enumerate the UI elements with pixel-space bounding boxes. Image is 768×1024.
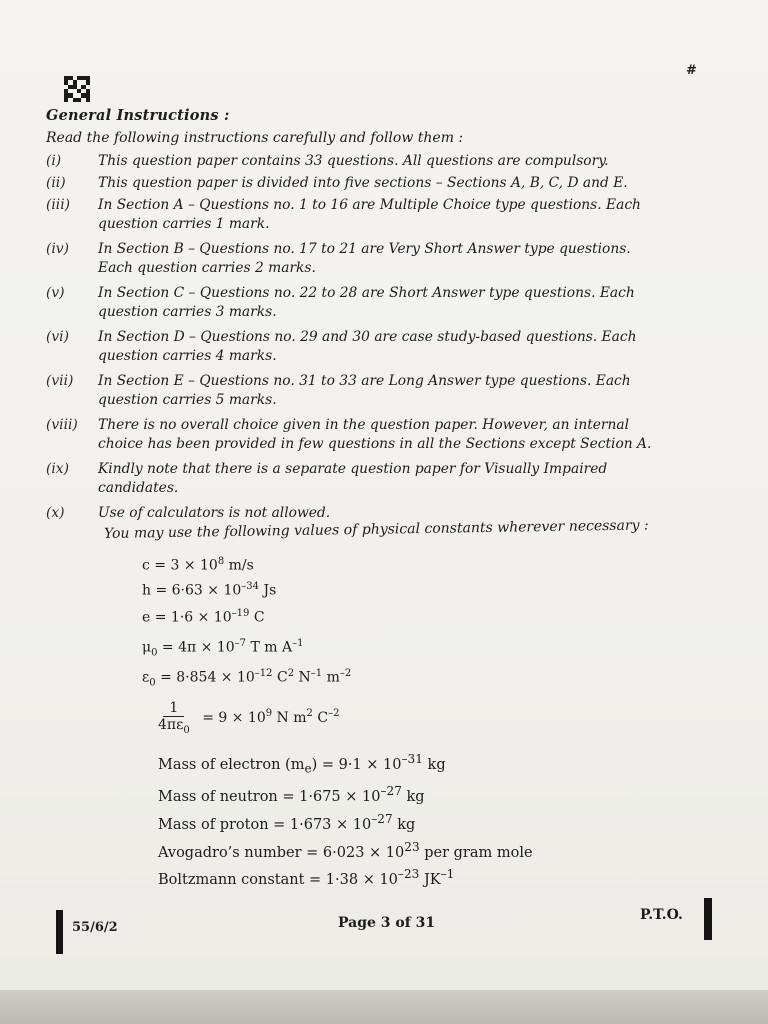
instruction-line: There is no overall choice given in the question paper. However, an internal bbox=[98, 417, 630, 433]
constant-coulomb: $\frac{1}{4\pi\varepsilon_0}$ = $9 \times 10^9$ N $m^2$ $C^{-2}$ bbox=[158, 700, 340, 736]
qr-code-icon bbox=[64, 76, 90, 102]
instruction-text bbox=[98, 460, 708, 498]
instruction-number: (v) bbox=[46, 285, 65, 301]
instruction-item bbox=[46, 460, 708, 498]
instruction-text bbox=[98, 416, 708, 454]
instruction-number: (i) bbox=[46, 153, 62, 169]
constant-eps0: $\varepsilon_0 = 8\cdot 854 \times 10^{-12}$ $C^2$ $N^{-1}$ $m^{-2}$ bbox=[142, 668, 352, 689]
instructions-intro: Read the following instructions carefully and follow them : bbox=[46, 130, 464, 146]
instruction-line: question carries 3 marks. bbox=[98, 304, 277, 320]
instruction-number: (ii) bbox=[46, 175, 66, 191]
coulomb-fraction: $\frac{1}{4\pi\varepsilon_0}$ bbox=[158, 700, 190, 736]
instruction-line: question carries 1 mark. bbox=[98, 216, 270, 232]
instruction-item bbox=[46, 240, 708, 278]
instruction-number: (vi) bbox=[46, 329, 69, 345]
instruction-number: (x) bbox=[46, 505, 65, 521]
instruction-line: Use of calculators is not allowed. bbox=[98, 505, 331, 521]
constants-intro: You may use the following values of physical constants wherever necessary : bbox=[103, 517, 649, 542]
constant-h: $h = 6\cdot 63 \times 10^{-34}$ Js bbox=[142, 581, 277, 599]
instruction-item bbox=[46, 174, 708, 193]
boltzmann-constant: Boltzmann constant = $1\cdot 38 \times 10^{-23}$ $JK^{-1}$ bbox=[158, 867, 455, 888]
instructions-heading: General Instructions : bbox=[46, 107, 230, 124]
instruction-line: question carries 4 marks. bbox=[98, 348, 277, 364]
constant-c: $c = 3 \times 10^8$ m/s bbox=[142, 556, 254, 574]
instruction-line: This question paper is divided into five sections – Sections A, B, C, D and E. bbox=[98, 175, 628, 191]
instruction-item bbox=[46, 372, 708, 410]
instruction-line: In Section E – Questions no. 31 to 33 are Long Answer type questions. Each bbox=[98, 373, 631, 389]
instruction-line: Kindly note that there is a separate question paper for Visually Impaired bbox=[98, 461, 608, 477]
instruction-number: (iv) bbox=[46, 241, 69, 257]
instruction-item bbox=[46, 152, 708, 171]
instruction-number: (vii) bbox=[46, 373, 74, 389]
instruction-line: In Section B – Questions no. 17 to 21 are Very Short Answer type questions. bbox=[98, 241, 631, 257]
instruction-text bbox=[98, 152, 708, 171]
instruction-line: In Section C – Questions no. 22 to 28 are Short Answer type questions. Each bbox=[98, 285, 635, 301]
mass-electron: Mass of electron $(m_e) = 9\cdot 1 \times 10^{-31}$ kg bbox=[158, 752, 446, 776]
instruction-item bbox=[46, 416, 708, 454]
instruction-number: (ix) bbox=[46, 461, 69, 477]
instruction-item bbox=[46, 328, 708, 366]
page-edge bbox=[0, 990, 768, 1024]
instruction-text bbox=[98, 284, 708, 322]
instruction-line: This question paper contains 33 questions. All questions are compulsory. bbox=[98, 153, 609, 169]
instruction-text bbox=[98, 328, 708, 366]
instruction-number: (iii) bbox=[46, 197, 71, 213]
instruction-line: question carries 5 marks. bbox=[98, 392, 277, 408]
page-number: Page 3 of 31 bbox=[338, 915, 436, 931]
instruction-line: Each question carries 2 marks. bbox=[98, 260, 316, 276]
instruction-line: In Section A – Questions no. 1 to 16 are Multiple Choice type questions. Each bbox=[98, 197, 641, 213]
instruction-line: choice has been provided in few questions in all the Sections except Section A. bbox=[98, 436, 652, 452]
paper-code: 55/6/2 bbox=[72, 920, 118, 935]
instruction-line: In Section D – Questions no. 29 and 30 are case study-based questions. Each bbox=[98, 329, 637, 345]
instruction-number: (viii) bbox=[46, 417, 78, 433]
footer-left-bar bbox=[56, 910, 63, 954]
constant-mu0: $\mu_0 = 4\pi \times 10^{-7}$ T m $A^{-1}$ bbox=[142, 638, 304, 659]
please-turn-over: P.T.O. bbox=[640, 907, 683, 923]
instruction-item bbox=[46, 284, 708, 322]
constant-e: $e = 1\cdot 6 \times 10^{-19}$ C bbox=[142, 608, 265, 626]
instruction-text bbox=[98, 174, 708, 193]
instruction-text bbox=[98, 196, 708, 234]
page-marker: # bbox=[686, 63, 697, 78]
footer-right-bar bbox=[704, 898, 712, 940]
instruction-text bbox=[98, 240, 708, 278]
mass-proton: Mass of proton = $1\cdot 673 \times 10^{-27}$ kg bbox=[158, 812, 416, 833]
instruction-line: candidates. bbox=[98, 480, 179, 496]
instruction-item bbox=[46, 196, 708, 234]
instruction-text bbox=[98, 372, 708, 410]
avogadro-number: Avogadro’s number = $6\cdot 023 \times 10^{23}$ per gram mole bbox=[158, 840, 533, 861]
mass-neutron: Mass of neutron = $1\cdot 675 \times 10^{-27}$ kg bbox=[158, 784, 425, 805]
